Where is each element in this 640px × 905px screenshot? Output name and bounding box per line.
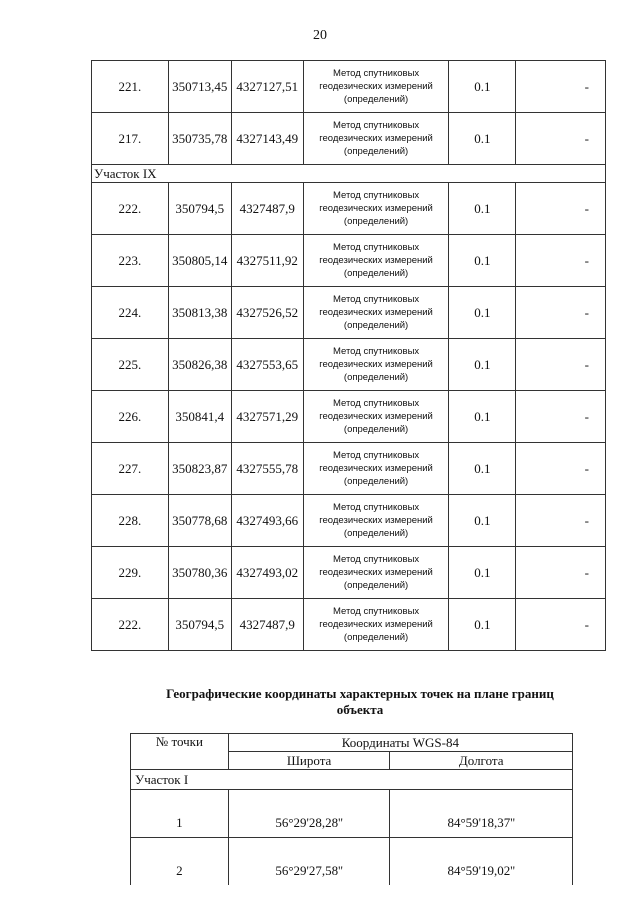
- method-line: (определений): [343, 372, 409, 383]
- method-cell: [303, 443, 449, 495]
- method-cell: [303, 339, 449, 391]
- description-cell: -: [516, 599, 606, 651]
- x-coordinate: 350823,87: [168, 443, 231, 495]
- section-row: [92, 165, 606, 183]
- section-label: Участок IX: [92, 165, 606, 183]
- description-cell: -: [516, 547, 606, 599]
- header-coordinates: Координаты WGS-84: [228, 734, 572, 752]
- x-coordinate: 350778,68: [168, 495, 231, 547]
- method-line: Метод спутниковых: [332, 120, 420, 131]
- method-line: Метод спутниковых: [332, 554, 420, 565]
- accuracy-cell: 0.1: [449, 61, 516, 113]
- y-coordinate: 4327511,92: [231, 235, 303, 287]
- longitude-cell: 84°59'18,37'': [390, 790, 573, 838]
- method-line: (определений): [343, 632, 409, 643]
- longitude-cell: 84°59'19,02'': [390, 838, 573, 886]
- method-line: Метод спутниковых: [332, 68, 420, 79]
- point-number: 228.: [92, 495, 169, 547]
- point-number: 227.: [92, 443, 169, 495]
- table-row: [92, 443, 606, 495]
- y-coordinate: 4327526,52: [231, 287, 303, 339]
- accuracy-cell: 0.1: [449, 391, 516, 443]
- description-cell: -: [516, 391, 606, 443]
- header-latitude: Широта: [228, 752, 390, 770]
- method-line: (определений): [343, 320, 409, 331]
- method-line: (определений): [343, 476, 409, 487]
- x-coordinate: 350813,38: [168, 287, 231, 339]
- point-number: 217.: [92, 113, 169, 165]
- description-cell: -: [516, 113, 606, 165]
- table-row: [131, 838, 573, 886]
- table-row: [92, 339, 606, 391]
- section-row: [131, 770, 573, 790]
- accuracy-cell: 0.1: [449, 495, 516, 547]
- point-number: 229.: [92, 547, 169, 599]
- table-row: [92, 61, 606, 113]
- section-heading: [140, 686, 580, 718]
- point-number: 1: [131, 790, 229, 838]
- table-row: [92, 113, 606, 165]
- method-line: Метод спутниковых: [332, 346, 420, 357]
- x-coordinate: 350780,36: [168, 547, 231, 599]
- method-line: Метод спутниковых: [332, 502, 420, 513]
- table-row: [92, 547, 606, 599]
- method-line: геодезических измерений: [319, 203, 433, 214]
- table-row: [92, 599, 606, 651]
- table-row: [92, 391, 606, 443]
- x-coordinate: 350794,5: [168, 183, 231, 235]
- method-line: геодезических измерений: [319, 359, 433, 370]
- method-cell: [303, 113, 449, 165]
- method-line: геодезических измерений: [319, 81, 433, 92]
- method-cell: [303, 235, 449, 287]
- method-line: (определений): [343, 146, 409, 157]
- method-line: геодезических измерений: [319, 619, 433, 630]
- method-line: Метод спутниковых: [332, 190, 420, 201]
- point-number: 221.: [92, 61, 169, 113]
- table-row: [92, 287, 606, 339]
- method-line: геодезических измерений: [319, 567, 433, 578]
- point-number: 226.: [92, 391, 169, 443]
- accuracy-cell: 0.1: [449, 287, 516, 339]
- description-cell: -: [516, 183, 606, 235]
- method-line: Метод спутниковых: [332, 294, 420, 305]
- table-row: [92, 235, 606, 287]
- method-cell: [303, 391, 449, 443]
- description-cell: -: [516, 235, 606, 287]
- method-line: Метод спутниковых: [332, 242, 420, 253]
- method-line: геодезических измерений: [319, 255, 433, 266]
- accuracy-cell: 0.1: [449, 599, 516, 651]
- y-coordinate: 4327493,66: [231, 495, 303, 547]
- accuracy-cell: 0.1: [449, 547, 516, 599]
- section-label: Участок I: [131, 770, 573, 790]
- table-row: [131, 790, 573, 838]
- method-cell: [303, 599, 449, 651]
- method-line: (определений): [343, 94, 409, 105]
- method-cell: [303, 547, 449, 599]
- description-cell: -: [516, 443, 606, 495]
- method-line: (определений): [343, 580, 409, 591]
- heading-line-1: Географические координаты характерных точек на плане границ: [166, 686, 554, 701]
- method-cell: [303, 495, 449, 547]
- method-cell: [303, 287, 449, 339]
- y-coordinate: 4327555,78: [231, 443, 303, 495]
- description-cell: -: [516, 339, 606, 391]
- accuracy-cell: 0.1: [449, 183, 516, 235]
- method-line: (определений): [343, 424, 409, 435]
- method-line: Метод спутниковых: [332, 398, 420, 409]
- accuracy-cell: 0.1: [449, 113, 516, 165]
- x-coordinate: 350841,4: [168, 391, 231, 443]
- accuracy-cell: 0.1: [449, 339, 516, 391]
- method-line: Метод спутниковых: [332, 606, 420, 617]
- x-coordinate: 350735,78: [168, 113, 231, 165]
- latitude-cell: 56°29'27,58'': [228, 838, 390, 886]
- method-cell: [303, 183, 449, 235]
- method-line: (определений): [343, 216, 409, 227]
- point-number: 224.: [92, 287, 169, 339]
- point-number: 222.: [92, 599, 169, 651]
- y-coordinate: 4327487,9: [231, 183, 303, 235]
- method-line: (определений): [343, 268, 409, 279]
- method-line: геодезических измерений: [319, 133, 433, 144]
- description-cell: -: [516, 287, 606, 339]
- method-line: геодезических измерений: [319, 463, 433, 474]
- accuracy-cell: 0.1: [449, 235, 516, 287]
- table-row: [92, 495, 606, 547]
- accuracy-cell: 0.1: [449, 443, 516, 495]
- method-line: геодезических измерений: [319, 411, 433, 422]
- y-coordinate: 4327493,02: [231, 547, 303, 599]
- header-longitude: Долгота: [390, 752, 573, 770]
- point-number: 223.: [92, 235, 169, 287]
- method-line: (определений): [343, 528, 409, 539]
- x-coordinate: 350826,38: [168, 339, 231, 391]
- y-coordinate: 4327487,9: [231, 599, 303, 651]
- x-coordinate: 350794,5: [168, 599, 231, 651]
- header-point-number: № точки: [131, 734, 229, 770]
- method-cell: [303, 61, 449, 113]
- latitude-cell: 56°29'28,28'': [228, 790, 390, 838]
- page-number: 20: [313, 28, 327, 43]
- point-number: 222.: [92, 183, 169, 235]
- method-line: геодезических измерений: [319, 515, 433, 526]
- point-number: 225.: [92, 339, 169, 391]
- method-line: геодезических измерений: [319, 307, 433, 318]
- point-number: 2: [131, 838, 229, 886]
- heading-line-2: объекта: [336, 702, 384, 717]
- method-line: Метод спутниковых: [332, 450, 420, 461]
- y-coordinate: 4327143,49: [231, 113, 303, 165]
- y-coordinate: 4327127,51: [231, 61, 303, 113]
- coordinates-table-wgs84: [130, 733, 573, 885]
- table-header-row: [131, 734, 573, 752]
- x-coordinate: 350713,45: [168, 61, 231, 113]
- table-row: [92, 183, 606, 235]
- y-coordinate: 4327553,65: [231, 339, 303, 391]
- description-cell: -: [516, 61, 606, 113]
- description-cell: -: [516, 495, 606, 547]
- y-coordinate: 4327571,29: [231, 391, 303, 443]
- coordinates-table-msk: [91, 60, 606, 651]
- x-coordinate: 350805,14: [168, 235, 231, 287]
